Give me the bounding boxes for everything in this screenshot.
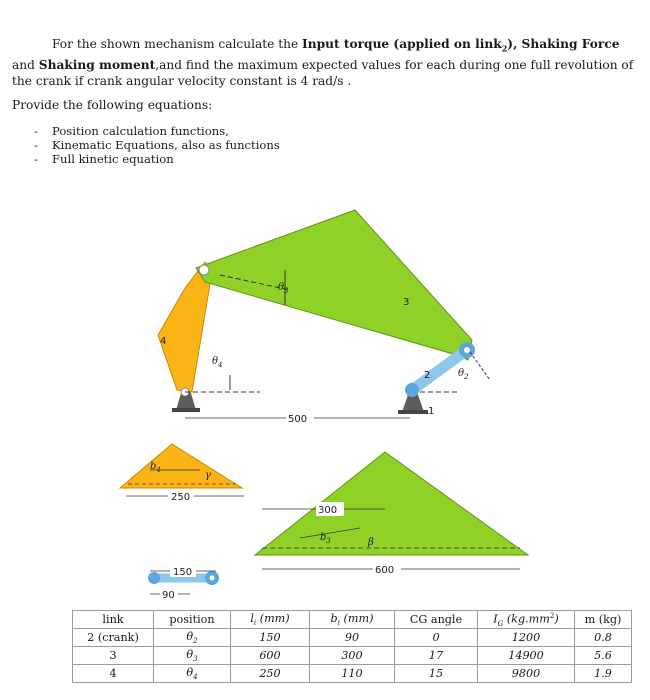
header-cg-angle: CG angle: [395, 611, 478, 629]
equation-item: - Position calculation functions,: [34, 124, 280, 138]
dim-link2-150: 150: [173, 567, 193, 578]
label-theta3: $\theta_3$: [278, 282, 289, 295]
dim-link3-300: 300: [318, 505, 338, 516]
header-position: position: [154, 611, 231, 629]
table-row: 2 (crank) $\theta_2$ 150 90 0 1200 0.8: [73, 629, 632, 647]
rest-text: ,and find the maximum expected values for each during one full revolution of the crank if crank angular velocity constant is 4 rad/s .: [12, 57, 634, 88]
dim-ground-500: 500: [288, 414, 308, 425]
link-3-detail: [255, 452, 528, 555]
link-3-shape: [196, 210, 472, 360]
input-torque-bold: Input torque (applied on link$_2$), Shaking Force: [302, 37, 620, 54]
link-4-shape: [158, 262, 212, 392]
header-mass: m (kg): [575, 611, 632, 629]
dim-link2-90: 90: [162, 590, 175, 601]
intro-text: For the shown mechanism calculate the: [52, 37, 303, 51]
provide-heading: Provide the following equations:: [12, 98, 213, 112]
header-link: link: [73, 611, 154, 629]
header-inertia: $I_G$ $(kg.mm^2)$: [478, 611, 575, 629]
table-header-row: [73, 611, 632, 629]
label-link-1: 1: [428, 406, 435, 417]
label-link-4: 4: [160, 336, 167, 347]
table-row: 4 $\theta_4$ 250 110 15 9800 1.9: [73, 665, 632, 683]
label-b4: $b_4$: [150, 461, 161, 474]
equation-item: - Full kinetic equation: [34, 152, 280, 166]
label-link-2-num: 2: [424, 370, 431, 381]
table-row: 3 $\theta_3$ 600 300 17 14900 5.6: [73, 647, 632, 665]
label-link-3: 3: [403, 297, 410, 308]
header-b: $b_i$ (mm): [310, 611, 395, 629]
dim-link3-600: 600: [375, 565, 395, 576]
problem-statement: For the shown mechanism calculate the Input torque (applied on link$_2$), Shaking Force and Shaking moment,and find the maximum expected values for each during one full revolution of the crank if crank angular velocity constant is 4 rad/s .: [12, 37, 634, 88]
label-theta2: $\theta_2$: [458, 368, 469, 381]
header-length: $l_i$ (mm): [231, 611, 310, 629]
dim-link4-250: 250: [171, 492, 191, 503]
label-theta4: $\theta_4$: [212, 356, 223, 369]
equation-item: - Kinematic Equations, also as functions: [34, 138, 280, 152]
label-gamma: γ: [205, 470, 211, 481]
label-beta: β: [368, 537, 374, 548]
parameter-table: [72, 610, 632, 683]
link-4-detail: [120, 444, 242, 488]
shaking-moment-bold: Shaking moment: [38, 57, 156, 72]
label-b3: $b_3$: [320, 532, 331, 545]
